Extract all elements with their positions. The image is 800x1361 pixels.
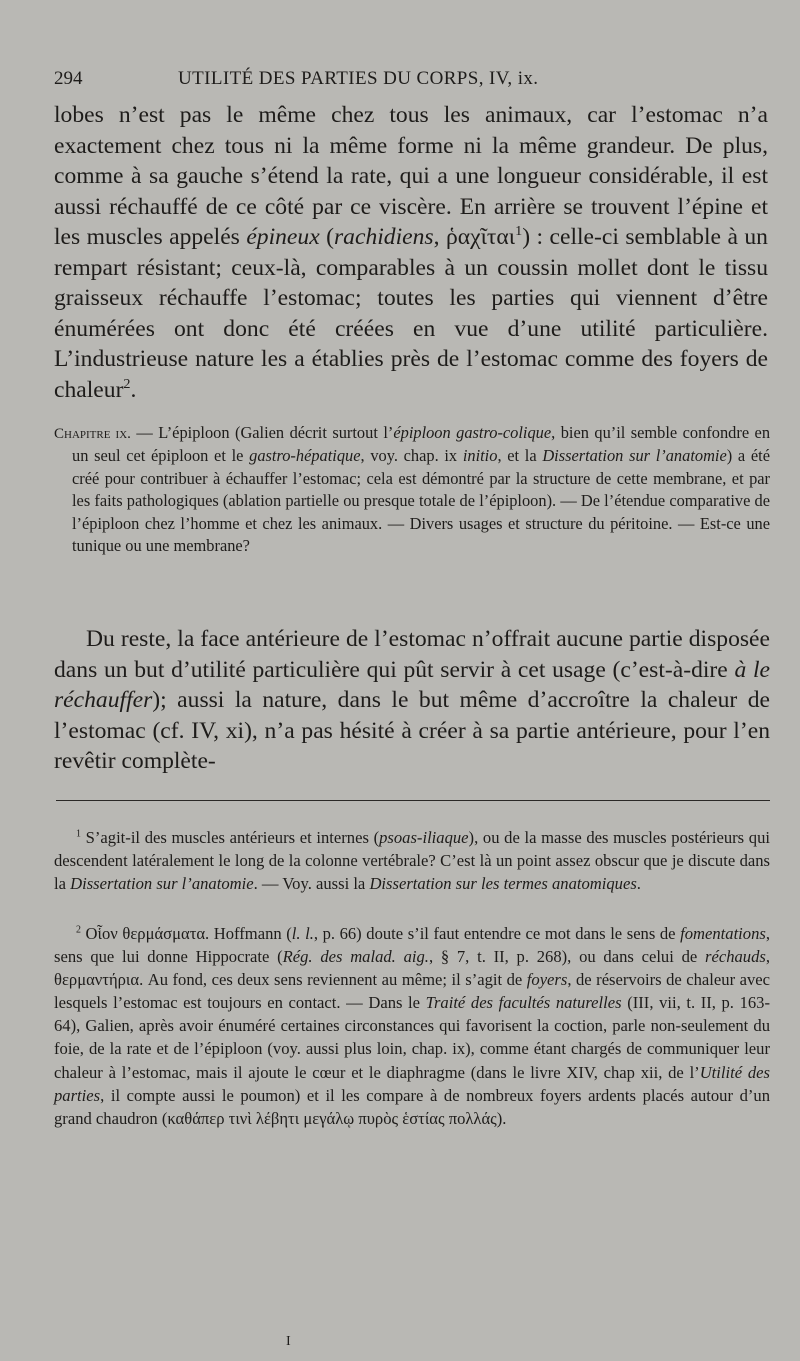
running-header bbox=[54, 60, 764, 96]
page-number: 294 bbox=[54, 68, 83, 89]
running-title: UTILITÉ DES PARTIES DU CORPS, IV, ix. bbox=[178, 68, 539, 89]
chapter-label: Chapitre ix. bbox=[54, 426, 131, 442]
footnote-ref-2: 2 bbox=[123, 375, 131, 392]
footnote-ref-1: 1 bbox=[515, 223, 523, 240]
paragraph-continued: lobes n’est pas le même chez tous les animaux, car l’estomac n’a exactement chez tous ni la même forme ni la même grandeur. De plus, comme à sa gauche s’étend la rate, qui a une longueur considérable, il est aussi réchauffé de ce côté par ce viscère. En arrière se trouvent l’épine et les muscles appelés épineux (rachidiens, ῥαχῖται$^1$) : celle-ci semblable à un rempart résistant; ceux-là, comparables à un coussin mollet dont le tissu graisseux réchauffe l’estomac; toutes les parties qui viennent d’être énumérées ont donc été créées en vue d’une utilité particulière. L’industrieuse nature les a établies près de l’estomac comme des foyers de chaleur$^2$. bbox=[54, 102, 768, 403]
signature-mark: I bbox=[286, 1334, 291, 1349]
chapter-summary: Chapitre ix. — L’épiploon (Galien décrit surtout l’épiploon gastro-colique, bien qu’il semble confondre en un seul cet épiploon et le gastro-hépatique, voy. chap. ix initio, et la Dissertation sur l’anatomie) a été créé pour contribuer à échauffer l’estomac; cela est démontré par la structure de cette membrane, et par les faits pathologiques (ablation partielle ou presque totale de l’épiploon). — De l’étendue comparative de l’épiploon chez l’homme et chez les animaux. — Divers usages et structure du péritoine. — Est-ce une tunique ou une membrane? bbox=[54, 423, 771, 556]
footnote-1: $^1$ S’agit-il des muscles antérieurs et internes (psoas-iliaque), ou de la masse des muscles postérieurs qui descendent latéralement le long de la colonne vertébrale? C’est là un point assez obscur que je discute dans la Dissertation sur l’anatomie. — Voy. aussi la Dissertation sur les termes anatomiques. bbox=[54, 828, 770, 894]
footnote-2: $^2$ Οἷον θερμάσματα. Hoffmann (l. l., p. 66) doute s’il faut entendre ce mot dans le sens de fomentations, sens que lui donne Hippocrate (Rég. des malad. aig., § 7, t. II, p. 268), ou dans celui de réchauds, θερμαντήρια. Au fond, ces deux sens reviennent au même; il s’agit de foyers, de réservoirs de chaleur avec lesquels l’estomac est toujours en contact. — Dans le Traité des facultés naturelles (III, vii, t. II, p. 163-64), Galien, après avoir énuméré certaines circonstances qui favorisent la coction, parle non-seulement du foie, de la rate et de l’épiploon (voy. aussi plus loin, chap. ix), comme étant chargés de communiquer leur chaleur à l’estomac, mais il ajoute le cœur et le diaphragme (dans le livre XIV, chap xii, de l’Utilité des parties, il compte aussi le poumon) et il les compare à de nombreux foyers ardents placés autour d’un grand chaudron (καθάπερ τινὶ λέβητι μεγάλῳ πυρὸς ἑστίας πολλάς). bbox=[54, 924, 770, 1128]
footnote-divider bbox=[56, 800, 770, 801]
paragraph-main: Du reste, la face antérieure de l’estomac n’offrait aucune partie disposée dans un but d’utilité particulière qui pût servir à cet usage (c’est-à-dire à le réchauffer); aussi la nature, dans le but même d’accroître la chaleur de l’estomac (cf. IV, xi), n’a pas hésité à créer à sa partie antérieure, pour l’en revêtir complète- bbox=[54, 626, 770, 774]
